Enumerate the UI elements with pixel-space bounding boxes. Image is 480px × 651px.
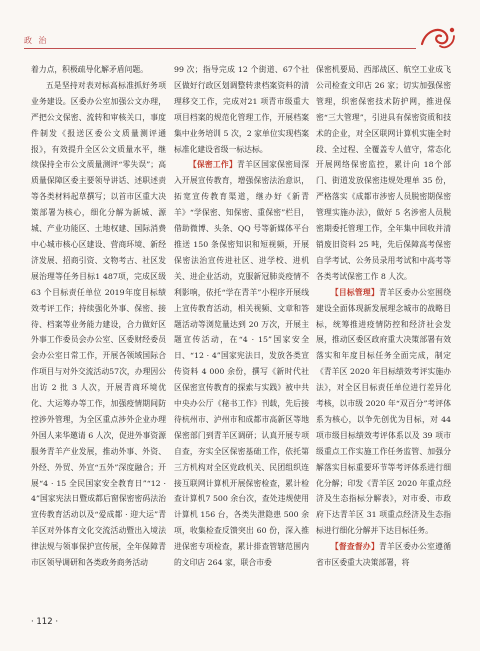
column-1 — [31, 62, 166, 571]
paragraph-text: 青羊区委办公室围绕建设全面体现新发展理念城市的战略目标，统筹推进疫情防控和经济社会发展，推动区委区政府重大决策部署有效落实和年度目标任务全面完成，制定《青羊区 2020 年目标绩效考评实施办法》，对全区目标责任单位进行差异化考核，以市级 2020 年“双百分”考评体系为核心，以争先创优为目标，对 44 项市级目标绩效考评体系以及 39 项市级重点工作实施工作任务监管、加强分解落实目标重要环节等考评体系进行细化分解；印发《青羊区 2020 年重点经济及生态指标分解表》，对市委、市政府下达青羊区 31 项重点经济及生态指标进行细化分解并下达目标任务。 — [316, 287, 452, 536]
column-2 — [174, 62, 309, 571]
paragraph-text: 99 次；指导完成 12 个街道、67个社区做好行政区划调整转隶档案资料的清理移交工作，完成对21 项青市级重大项目档案的规范化管理工作，开展档案集中业务培训 5 次，2 家单位实现档案标准化建设省级一标达标。 — [174, 65, 309, 154]
section-paragraph — [174, 157, 309, 571]
section-tag: 【保密工作】 — [188, 160, 237, 170]
section-tag: 【督查督办】 — [330, 542, 379, 552]
header-rule — [24, 48, 416, 49]
body-paragraph — [31, 78, 166, 571]
paragraph-text: 青羊区国家保密局深入开展宣传教育，增强保密法治意识，拓宽宣传教育渠道，继办好《新青羊》“学保密、知保密、重保密”栏目，借助微博、头条、QQ 号等新媒体平台推送 150 条保密知识和短视频，开展保密法治宣传进社区、进学校、进机关、进企业活动，克服新冠肺炎疫情不利影响，依托“学在青羊”小程序开展线上宣传教育活动，相关视频、文章和答题活动等浏览量达到 20 万次，开展主题宣传活动，在“4 · 15”国家安全日、“12 · 4”国家宪法日，发放各类宣传资料 4 000 余份，撰写《新时代社区保密宣传教育的探索与实践》被中共中央办公厅《秘书工作》刊载，先后接待杭州市、泸州市和成都市高新区等地保密部门到青羊区调研；认真开展专项自查，夯实全区保密基础工作，依托第三方机构对全区党政机关、民团组织连接互联网计算机开展保密检查，累计检查计算机7 500 余台次，查处违规使用计算机 156 台，各类失泄隐患 500 余项，收集检查反馈突出 60 份，深入推进保密专项检查，累计排查管辖范围内的文印店 264 家，联合市委 — [174, 160, 310, 568]
section-label: 政 治 — [24, 36, 49, 45]
paragraph-text: 青羊区委办公室遵循省市区委重大决策部署，将 — [316, 542, 452, 568]
page-header — [0, 0, 480, 52]
body-paragraph — [31, 62, 166, 78]
section-paragraph — [316, 539, 451, 571]
paragraph-text: 保密机要局、西部战区、航空工业成飞公司检查文印店 26 家；切实加强保密管理，织密保密技术防护网，推进保密“三大管理”，引进具有保密资质和技术的企业，对全区联网计算机实施全时段、全过程、全覆盖专人值守，常态化开展网络保密监控，累计向 18个部门、街道发放保密违规处理单 35 份，严格落实《成都市涉密人员脱密期保密管理实施办法》，做好 5 名涉密人员脱密期委托管理工作，全年集中回收并清销废旧资料 25 吨，先后保障高考保密自学考试、公务员录用考试和中高考等各类考试保密工作 8 人次。 — [316, 65, 451, 281]
swirl-ornament-icon — [418, 22, 458, 52]
section-paragraph — [316, 285, 451, 540]
page-number: · 112 · — [31, 617, 59, 627]
paragraph-text: 着力点，积极疏导化解矛盾问题。 — [31, 65, 148, 74]
body-paragraph — [316, 62, 451, 285]
body-paragraph — [174, 62, 309, 157]
section-tag: 【目标管理】 — [330, 287, 379, 297]
column-3 — [316, 62, 451, 571]
paragraph-text: 五是坚持对表对标高标准抓好务项业务建设。区委办公室加强公文办理，严把公文保密、流转和审核关口，事度件制发《报送区委公文质量测评通报》，有效提升全区公文质量水平，继续保持全市公文质量测评“零失误”；高质量保障区委主要领导讲话、述职述责等各类材料起草撰写；以首市区重大决策部署为核心，细化分解为新城、源城、产业功能区、土地权建、国际消费中心城市核心区建设、营商环境、新经济发展、招商引资、文物考古、社区发展治理等任务目标1 487项，完成区级63 个目标责任单位 2019年度目标绩效考评工作；持续强化外事、保密、接待、档案等业务能力建设，合力做好区外事工作委员会办公室、区委财经委员会办公室日常工作，开展各领域国际合作项目与对外交流活动57次，办理因公出访 2 批 3 人次，开展青商环境优化、大运筹办等工作，加强疫情期间防控涉外管理，为全区重点涉外企业办理外国人来华邀请 6 人次，促进外事资源服务青羊产业发展，推动外事、外资、外经、外贸、外宣“五外”深度融合；开展“4 · 15 全民国家安全教育日”“12 · 4”国家宪法日暨成都后窗保密密码法治宣传教育活动以及“爱成都 · 迎大运”青羊区对外体育文化交流活动暨出入境法律法规与领事保护宣传展，全年保障青市区领导调研和各类政务商务活动 — [31, 80, 166, 568]
